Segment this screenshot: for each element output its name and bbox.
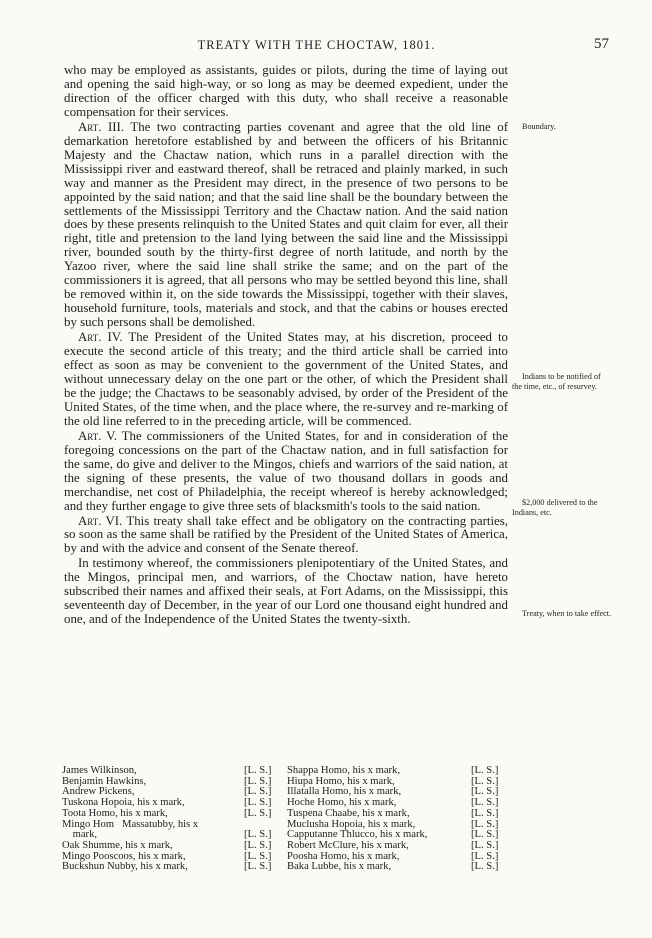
seal-mark: [L. S.]	[244, 829, 272, 841]
signatory-name: Benjamin Hawkins,	[62, 775, 147, 787]
signatory-name: Mingo Hom Massatubby, his x	[62, 818, 199, 830]
page-header	[64, 36, 609, 56]
signatory-name: James Wilkinson,	[62, 765, 137, 776]
margin-note-delivered: $2,000 delivered to the Indians, etc.	[512, 498, 598, 517]
signatory-left	[62, 862, 276, 873]
signatory-name: Muclusha Hopoia, his x mark,	[287, 818, 416, 830]
signatory-name: Robert McClure, his x mark,	[287, 839, 409, 851]
seal-mark: [L. S.]	[244, 850, 272, 862]
article-3-label: Art. III.	[78, 119, 125, 134]
signatory-name: Toota Homo, his x mark,	[62, 807, 168, 819]
seal-mark: [L. S.]	[244, 765, 272, 776]
seal-mark: [L. S.]	[471, 797, 499, 809]
signatory-name: Andrew Pickens,	[62, 786, 135, 798]
article-5: Art. V. The commissioners of the United States, for and in consideration of the foregoing concessions on the part of the Chactaw nation, and in full satisfaction for the same, do give and deliver to the Mingos, chiefs and warriors of the said nation, at the signing of these presents, the value of two thousand dollars in goods and merchandise, net cost of Philadelphia, the receipt whereof is hereby acknowledged; and they further engage to give three sets of blacksmith's tools to the said nation.	[64, 428, 508, 513]
article-6-label: Art. VI.	[78, 513, 123, 528]
paragraph-continuation: who may be employed as assistants, guides or pilots, during the time of laying out and opening the said high-way, or so long as may be deemed expedient, under the direction of the officer charged with this duty, who shall receive a reasonable compensation for their services.	[64, 63, 508, 119]
seal-mark: [L. S.]	[471, 850, 499, 862]
seal-mark: [L. S.]	[471, 839, 499, 851]
margin-note-boundary: Boundary.	[522, 122, 556, 131]
margin-note-treaty-effect: Treaty, when to take effect.	[522, 609, 612, 618]
seal-mark: [L. S.]	[244, 807, 272, 819]
article-5-label: Art. V.	[78, 428, 118, 443]
seal-mark: [L. S.]	[244, 861, 272, 873]
signatory-name: Hiupa Homo, his x mark,	[287, 775, 395, 787]
seal-mark: [L. S.]	[471, 818, 499, 830]
signatory-right	[287, 862, 503, 873]
signatory-name: Mingo Pooscoos, his x mark,	[62, 850, 186, 862]
signatures-left-column	[62, 766, 276, 873]
signatory-name: Poosha Homo, his x mark,	[287, 850, 400, 862]
signatory-name: Hoche Homo, his x mark,	[287, 797, 397, 809]
signatory-name: Tuspena Chaabe, his x mark,	[287, 807, 410, 819]
signatory-name: Buckshun Nubby, his x mark,	[62, 861, 188, 873]
seal-mark: [L. S.]	[471, 765, 499, 776]
article-4: Art. IV. The President of the United States may, at his discretion, proceed to execute the second article of this treaty; and the third article shall be carried into effect as soon as may be convenient to the government of the United States, and without unnecessary delay on the one part or the other, of which the President shall be the judge; the Chactaws to be seasonably advised, by order of the President of the United States, of the time when, and the place where, the re-survey and re-marking of the old line referred to in the preceding article, will be commenced.	[64, 330, 508, 428]
testimony-paragraph: In testimony whereof, the commissioners plenipotentiary of the United States, and the Mingos, principal men, and warriors, of the Choctaw nation, have hereto subscribed their names and affixed their seals, at Fort Adams, on the Mississippi, this seventeenth day of December, in the year of our Lord one thousand eight hundred and one, and of the Independence of the United States the twenty-sixth.	[64, 556, 508, 627]
seal-mark: [L. S.]	[471, 786, 499, 798]
signatures-right-column	[287, 766, 503, 873]
seal-mark: [L. S.]	[244, 786, 272, 798]
signatory-name: Tuskona Hopoia, his x mark,	[62, 797, 185, 809]
page-number: 57	[594, 36, 609, 52]
signatory-name: mark,	[62, 829, 98, 841]
signatory-name: Oak Shumme, his x mark,	[62, 839, 173, 851]
seal-mark: [L. S.]	[471, 829, 499, 841]
treaty-body	[64, 64, 508, 628]
running-title: TREATY WITH THE CHOCTAW, 1801.	[197, 38, 436, 52]
seal-mark: [L. S.]	[244, 839, 272, 851]
article-3: Art. III. The two contracting parties covenant and agree that the old line of demarkation heretofore established by and between the officers of his Britannic Majesty and the Chactaw nation, which runs in a parallel direction with the Mississippi river and eastward thereof, shall be retraced and plainly marked, in such way and manner as the President may direct, in the presence of two persons to be appointed by the said nation; and that the said line shall be the boundary between the settlements of the Mississippi Territory and the Chactaw nation. And the said nation does by these presents relinquish to the United States and quit claim for ever, all their right, title and pretension to the land lying between the said line and the Mississippi river, bounded south by the thirty-first degree of north latitude, and north by the Yazoo river, where the said line shall strike the same; and on the part of the commissioners it is agreed, that all persons who may be settled beyond this line, shall be removed within it, on the side towards the Mississippi, together with their slaves, household furniture, tools, materials and stock, and that the cabins or houses erected by such persons shall be demolished.	[64, 119, 508, 330]
seal-mark: [L. S.]	[471, 861, 499, 873]
seal-mark: [L. S.]	[244, 775, 272, 787]
seal-mark: [L. S.]	[244, 797, 272, 809]
signatory-name: Shappa Homo, his x mark,	[287, 765, 400, 776]
seal-mark: [L. S.]	[471, 807, 499, 819]
signatory-name: Baka Lubbe, his x mark,	[287, 861, 392, 873]
signatory-name: Illatalla Homo, his x mark,	[287, 786, 402, 798]
signatory-name: Capputanne Thlucco, his x mark,	[287, 829, 428, 841]
article-6: Art. VI. This treaty shall take effect and be obligatory on the contracting parties, so soon as the same shall be ratified by the President of the United States of America, by and with the advice and consent of the Senate thereof.	[64, 513, 508, 556]
seal-mark: [L. S.]	[471, 775, 499, 787]
margin-note-indians-notified: Indians to be notified of the time, etc., of resurvey.	[512, 372, 601, 391]
article-4-label: Art. IV.	[78, 330, 123, 345]
